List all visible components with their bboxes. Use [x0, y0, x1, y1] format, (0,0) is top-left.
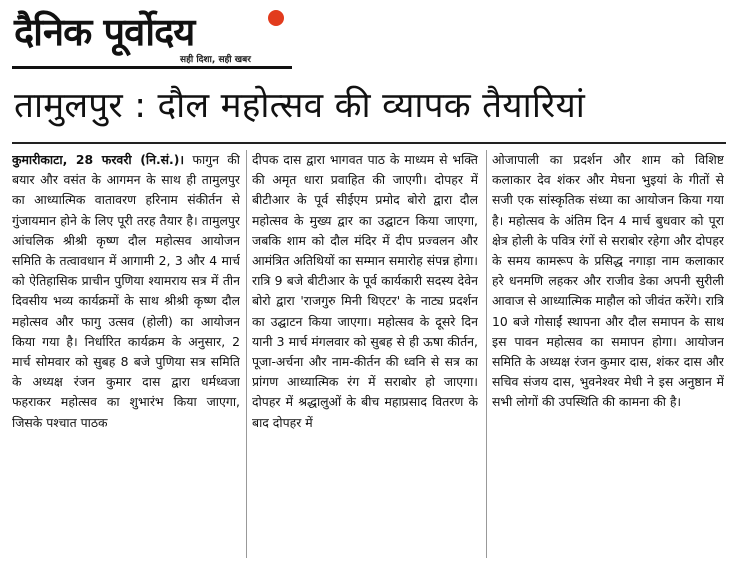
article-headline: तामुलपुर : दौल महोत्सव की व्यापक तैयारियां [14, 86, 586, 126]
sun-dot-icon [268, 10, 284, 26]
column-divider [246, 150, 247, 558]
masthead-rule [12, 66, 292, 69]
column-1-text: फागुन की बयार और वसंत के आगमन के साथ ही तामुलपुर का आध्यात्मिक वातावरण हरिनाम संकीर्तन से गुंजायमान होने के लिए पूरी तरह तैयार है। तामुलपुर आंचलिक श्रीश्री कृष्ण दौल महोत्सव आयोजन समिति के तत्वावधान में आगामी 2, 3 और 4 मार्च को ऐतिहासिक प्राचीन पुणिया श्यामराय सत्र में तीन दिवसीय भव्य कार्यक्रमों के साथ श्रीश्री कृष्ण दौल महोत्सव और फागु उत्सव (होली) का आयोजन किया गया है। निर्धारित कार्यक्रम के अनुसार, 2 मार्च सोमवार को सुबह 8 बजे पुणिया सत्र समिति के अध्यक्ष रंजन कुमार दास द्वारा धर्मध्वजा फहराकर महोत्सव का शुभारंभ किया जाएगा, जिसके पश्चात पाठक [12, 152, 240, 430]
masthead [0, 0, 737, 80]
article-column-1 [12, 150, 240, 560]
newspaper-logo [12, 8, 302, 74]
paper-name: दैनिक पूर्वोदय [14, 10, 195, 54]
article-dateline: कुमारीकाटा, 28 फरवरी (नि.सं.)। [12, 152, 185, 167]
article-column-3 [492, 150, 724, 560]
column-2-text: दीपक दास द्वारा भागवत पाठ के माध्यम से भक्ति की अमृत धारा प्रवाहित की जाएगी। दोपहर में बीटीआर के पूर्व सीईएम प्रमोद बोरो द्वारा दौल महोत्सव के मुख्य द्वार का उद्घाटन किया जाएगा, जबकि शाम को दौल मंदिर में दीप प्रज्वलन और आमंत्रित अतिथियों का सम्मान समारोह संपन्न होगा। रात्रि 9 बजे बीटीआर के पूर्व कार्यकारी सदस्य देवेन बोरो द्वारा 'राजगुरु मिनी थिएटर' के नाट्य प्रदर्शन का उद्घाटन किया जाएगा। महोत्सव के दूसरे दिन यानी 3 मार्च मंगलवार को सुबह से ही ऊषा कीर्तन, पूजा-अर्चना और नाम-कीर्तन की ध्वनि से सत्र का प्रांगण आध्यात्मिक रंग में सराबोर हो जाएगा। दोपहर में श्रद्धालुओं के बीच महाप्रसाद वितरण के बाद दोपहर में [252, 152, 478, 430]
article-column-2 [252, 150, 478, 560]
headline-rule [12, 142, 726, 144]
column-3-text: ओजापाली का प्रदर्शन और शाम को विशिष्ट कलाकार देव शंकर और मेघना भुइयां के गीतों से सजी एक सांस्कृतिक संध्या का आयोजन किया गया है। महोत्सव के अंतिम दिन 4 मार्च बुधवार को पूरा क्षेत्र होली के पवित्र रंगों से सराबोर रहेगा और दोपहर के समय कामरूप के प्रसिद्ध नगाड़ा नाम कलाकार हरे धनमणि लहकर और राजीव डेका अपनी सुरीली आवाज से आध्यात्मिक माहौल को जीवंत करेंगे। रात्रि 10 बजे गोसाईं स्थापना और दौल समापन के साथ इस पावन महोत्सव का समापन होगा। आयोजन समिति के अध्यक्ष रंजन कुमार दास, शंकर दास और सचिव संजय दास, भुवनेश्वर मेधी ने इस अनुष्ठान में सभी लोगों की उपस्थिति की कामना की है। [492, 152, 724, 410]
paper-tagline: सही दिशा, सही खबर [180, 55, 251, 65]
column-divider [486, 150, 487, 558]
